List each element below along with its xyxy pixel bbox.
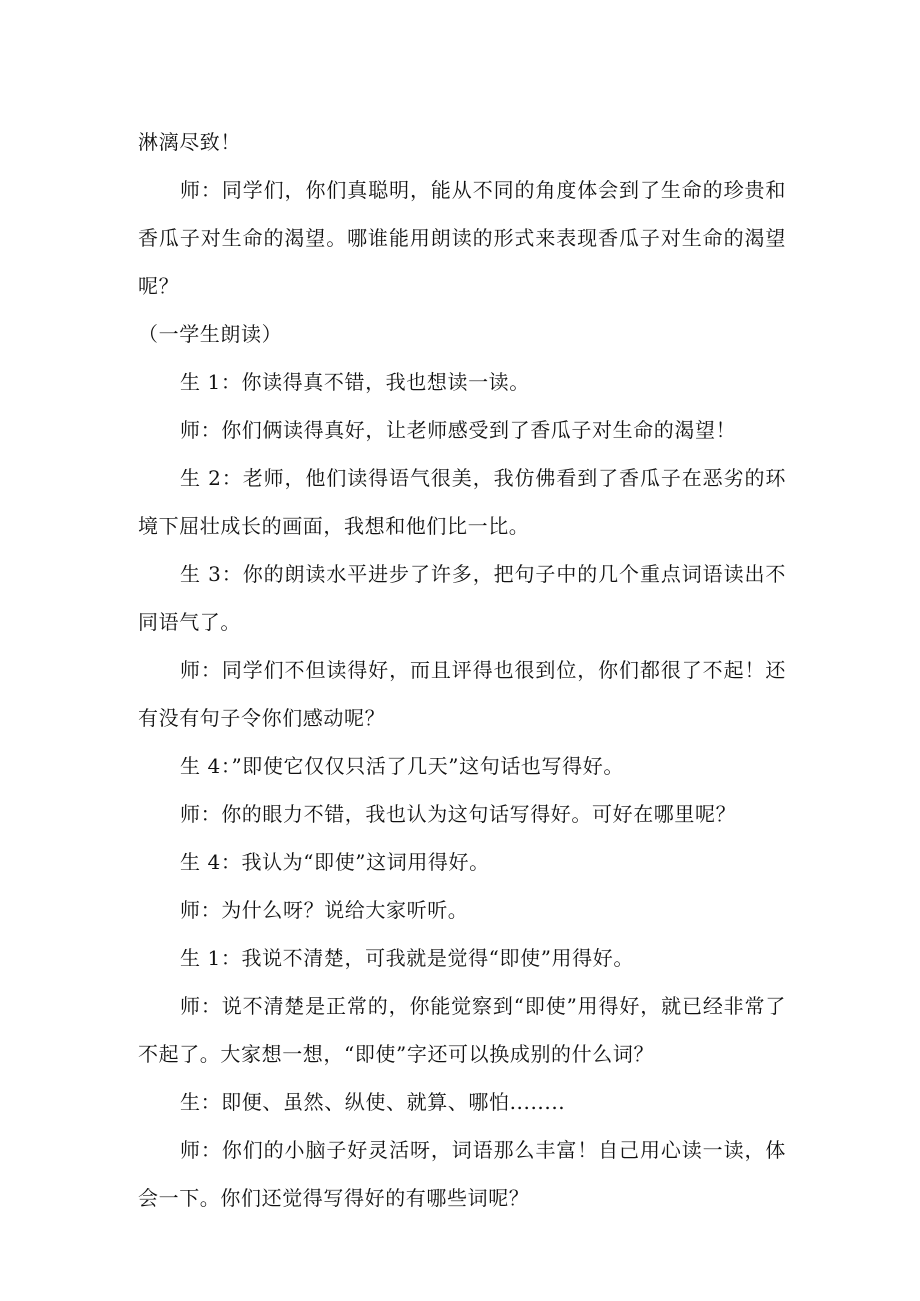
paragraph: 生 3：你的朗读水平进步了许多，把句子中的几个重点词语读出不同语气了。 [138, 562, 786, 634]
paragraph: 生 2：老师，他们读得语气很美，我仿佛看到了香瓜子在恶劣的环境下屈壮成长的画面，我想和他们比一比。 [138, 466, 786, 538]
paragraph: 师：同学们，你们真聪明，能从不同的角度体会到了生命的珍贵和香瓜子对生命的渴望。哪谁能用朗读的形式来表现香瓜子对生命的渴望呢？ [138, 178, 786, 298]
paragraph: 淋漓尽致！ [138, 130, 241, 154]
paragraph: 师：你们的小脑子好灵活呀，词语那么丰富！自己用心读一读，体会一下。你们还觉得写得好的有哪些词呢？ [138, 1138, 786, 1210]
paragraph: 师：说不清楚是正常的，你能觉察到“即使”用得好，就已经非常了不起了。大家想一想，“即使”字还可以换成别的什么词？ [138, 994, 786, 1066]
paragraph: 生 1：我说不清楚，可我就是觉得“即使”用得好。 [180, 946, 634, 970]
paragraph: 生 4：我认为“即使”这词用得好。 [180, 850, 490, 874]
paragraph: （一学生朗读） [138, 322, 283, 346]
paragraph: 生 4：”即使它仅仅只活了几天”这句话也写得好。 [180, 754, 624, 778]
paragraph: 师：你们俩读得真好，让老师感受到了香瓜子对生命的渴望！ [180, 418, 737, 442]
paragraph: 师：你的眼力不错，我也认为这句话写得好。可好在哪里呢？ [180, 802, 737, 826]
paragraph: 生：即便、虽然、纵使、就算、哪怕........ [180, 1090, 566, 1114]
document-body [138, 118, 786, 1222]
paragraph: 师：同学们不但读得好，而且评得也很到位，你们都很了不起！还有没有句子令你们感动呢？ [138, 658, 786, 730]
paragraph: 师：为什么呀？说给大家听听。 [180, 898, 469, 922]
paragraph: 生 1：你读得真不错，我也想读一读。 [180, 370, 530, 394]
